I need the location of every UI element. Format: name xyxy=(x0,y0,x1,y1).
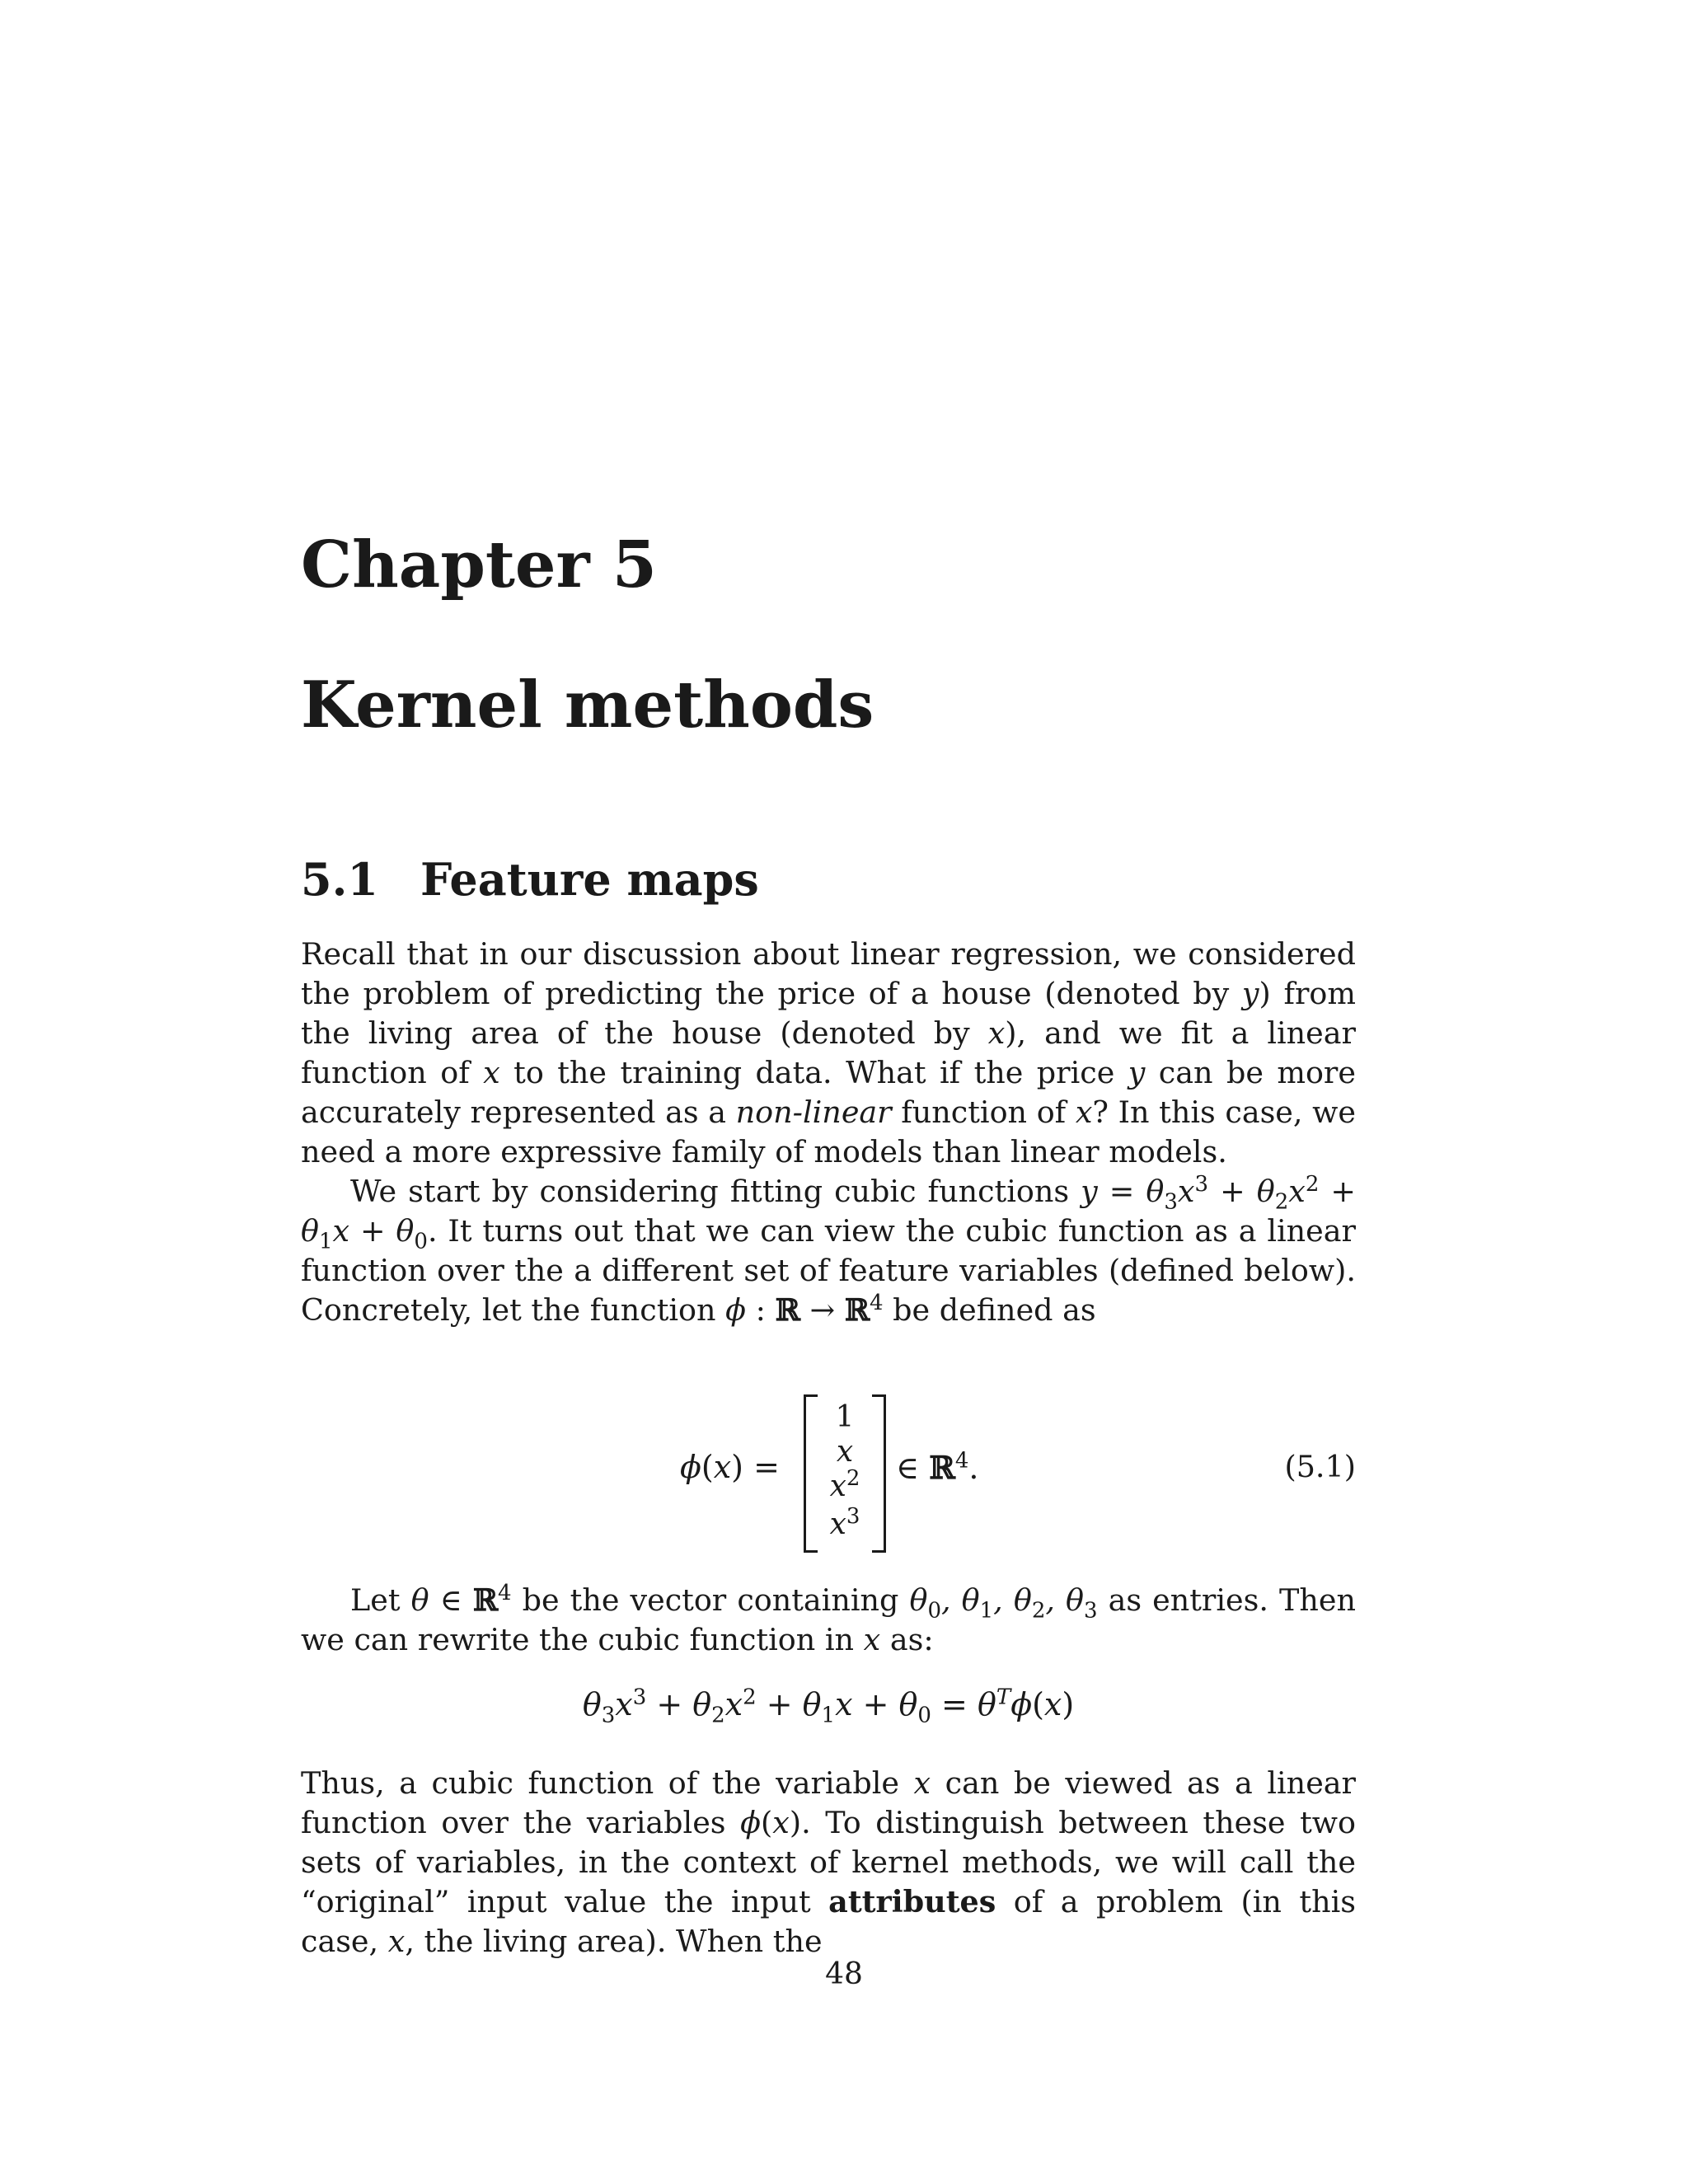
bold-term: attributes xyxy=(828,1884,996,1919)
equation-5-1 xyxy=(301,1385,1356,1558)
math-var: + θ xyxy=(1208,1174,1275,1209)
text-run: to the training data. What if the price xyxy=(499,1055,1128,1090)
math-var: y xyxy=(1241,976,1259,1011)
paragraph-theta xyxy=(301,1581,1356,1660)
text-run: , the living area). When the xyxy=(405,1924,823,1959)
reals-symbol: ℝ xyxy=(929,1449,955,1486)
math-sup: 4 xyxy=(870,1290,884,1315)
math-var: , θ xyxy=(993,1582,1032,1618)
reals-symbol: ℝ xyxy=(472,1582,499,1618)
math-var: x xyxy=(987,1015,1006,1051)
math-var: ϕ xyxy=(680,1449,701,1485)
math-var: + θ xyxy=(756,1686,822,1722)
text-run: ) from the living area of the house (denoted by xyxy=(301,976,1356,1051)
math-var: , θ xyxy=(940,1582,980,1618)
text-run: can be viewed as a linear function over the variables xyxy=(301,1765,1357,1840)
text-run: be the vector containing xyxy=(511,1582,910,1618)
math-var: + θ xyxy=(646,1686,712,1722)
text-run: as entries. Then we can rewrite the cubic function in xyxy=(301,1582,1357,1657)
text-run: be defined as xyxy=(883,1292,1096,1328)
equation-lhs xyxy=(680,1449,780,1485)
text-run: of a problem (in this case, xyxy=(301,1884,1356,1959)
feature-vector-matrix xyxy=(804,1394,886,1548)
math-sub: 3 xyxy=(1164,1189,1178,1215)
math-sup: 3 xyxy=(632,1685,647,1710)
text-run: can be more accurately represented as a xyxy=(301,1055,1356,1130)
math-sup: 4 xyxy=(498,1580,512,1605)
text-run: ∈ xyxy=(429,1582,473,1618)
math-var: = θ xyxy=(931,1686,996,1722)
text-run: ). To distinguish between these two sets of variables, in the context of kernel methods, we will call the “original” input value the input xyxy=(301,1805,1356,1919)
text-run: Recall that in our discussion about linear regression, we considered the problem of predicting the price of a house (denoted by xyxy=(301,936,1356,1011)
section-title: Feature maps xyxy=(420,853,759,906)
math-var: x xyxy=(913,1765,931,1801)
math-var: θ xyxy=(582,1686,602,1722)
text-run: ( xyxy=(761,1805,773,1840)
text-run: Let xyxy=(350,1582,411,1618)
math-var: θ xyxy=(410,1582,429,1618)
text-run: ? In this case, we need a more expressive family of models than linear models. xyxy=(301,1094,1356,1169)
math-sub: 2 xyxy=(1031,1598,1046,1624)
math-sup: 2 xyxy=(743,1685,757,1710)
math-var: x + θ xyxy=(332,1213,415,1249)
equation-cubic xyxy=(301,1685,1356,1728)
math-var: ϕ xyxy=(725,1292,747,1328)
math-var: ϕ xyxy=(740,1805,761,1840)
matrix-entry-value: x xyxy=(829,1507,846,1541)
text-run: ) xyxy=(1062,1686,1075,1722)
reals-symbol: ℝ xyxy=(775,1292,800,1328)
math-sub: 3 xyxy=(1084,1598,1098,1624)
math-var: x xyxy=(387,1924,406,1959)
text-run: function of xyxy=(891,1094,1076,1130)
math-var: x xyxy=(772,1805,790,1840)
matrix-entry-power: 3 xyxy=(846,1504,860,1529)
math-var: x xyxy=(483,1055,500,1090)
text-run: Thus, a cubic function of the variable xyxy=(301,1765,914,1801)
paragraph-cubic xyxy=(301,1172,1356,1330)
math-var: + θ xyxy=(301,1174,1357,1249)
math-var: x xyxy=(1043,1686,1062,1722)
text-run: ) = xyxy=(731,1449,780,1485)
math-sup: 2 xyxy=(1305,1171,1320,1197)
emphasis-text: non-linear xyxy=(735,1094,892,1130)
math-sub: 0 xyxy=(927,1598,941,1624)
text-run: ( xyxy=(701,1449,714,1485)
math-sub: 0 xyxy=(917,1703,931,1728)
math-var: ϕ xyxy=(1010,1686,1033,1722)
math-sub: 3 xyxy=(601,1703,616,1728)
text-run: We start by considering fitting cubic functions xyxy=(350,1174,1081,1209)
equation-number: (5.1) xyxy=(1284,1449,1356,1484)
matrix-entry-power: 2 xyxy=(846,1466,860,1491)
matrix-entry-value: x xyxy=(836,1435,854,1469)
text-run: → xyxy=(799,1292,845,1328)
chapter-title: Kernel methods xyxy=(301,668,874,743)
math-var: x xyxy=(713,1449,732,1485)
paragraph-intro xyxy=(301,935,1356,1172)
math-var: x + θ xyxy=(835,1686,918,1722)
math-var: x xyxy=(615,1686,633,1722)
math-var: , θ xyxy=(1045,1582,1084,1618)
math-sub: 1 xyxy=(979,1598,994,1624)
math-var: x xyxy=(724,1686,743,1722)
matrix-entry-value: 1 xyxy=(835,1400,855,1434)
math-var: x xyxy=(1177,1174,1195,1209)
paragraph-attributes xyxy=(301,1764,1356,1961)
math-sub: 1 xyxy=(821,1703,836,1728)
text-run: ( xyxy=(1032,1686,1044,1722)
math-var: θ xyxy=(909,1582,928,1618)
text-run: . It turns out that we can view the cubic function as a linear function over the a different set of feature variables (defined below). Concretely, let the function xyxy=(301,1213,1356,1328)
right-bracket xyxy=(872,1394,886,1553)
math-sub: 1 xyxy=(318,1229,333,1254)
math-sup: 4 xyxy=(954,1448,969,1474)
math-var: x xyxy=(863,1622,881,1657)
page-number: 48 xyxy=(825,1957,863,1991)
section-number: 5.1 xyxy=(301,853,378,906)
chapter-label: Chapter 5 xyxy=(301,527,658,602)
math-sub: 2 xyxy=(1274,1189,1289,1215)
text-run: ), and we fit a linear function of xyxy=(301,1015,1356,1090)
math-sup: 3 xyxy=(1194,1171,1209,1197)
text-run: ∈ xyxy=(896,1450,930,1486)
math-var: x xyxy=(1075,1094,1093,1130)
math-var: y = θ xyxy=(1081,1174,1165,1209)
matrix-entry-value: x xyxy=(829,1469,846,1503)
math-sub: 0 xyxy=(414,1229,428,1254)
text-run: : xyxy=(746,1292,776,1328)
reals-symbol: ℝ xyxy=(844,1292,870,1328)
equation-rhs xyxy=(896,1449,978,1486)
text-run: . xyxy=(968,1450,979,1486)
section-heading xyxy=(301,853,759,906)
math-sup: T xyxy=(996,1685,1011,1710)
math-var: x xyxy=(1288,1174,1306,1209)
math-sub: 2 xyxy=(711,1703,725,1728)
text-run: as: xyxy=(880,1622,934,1657)
math-var: y xyxy=(1128,1055,1146,1090)
